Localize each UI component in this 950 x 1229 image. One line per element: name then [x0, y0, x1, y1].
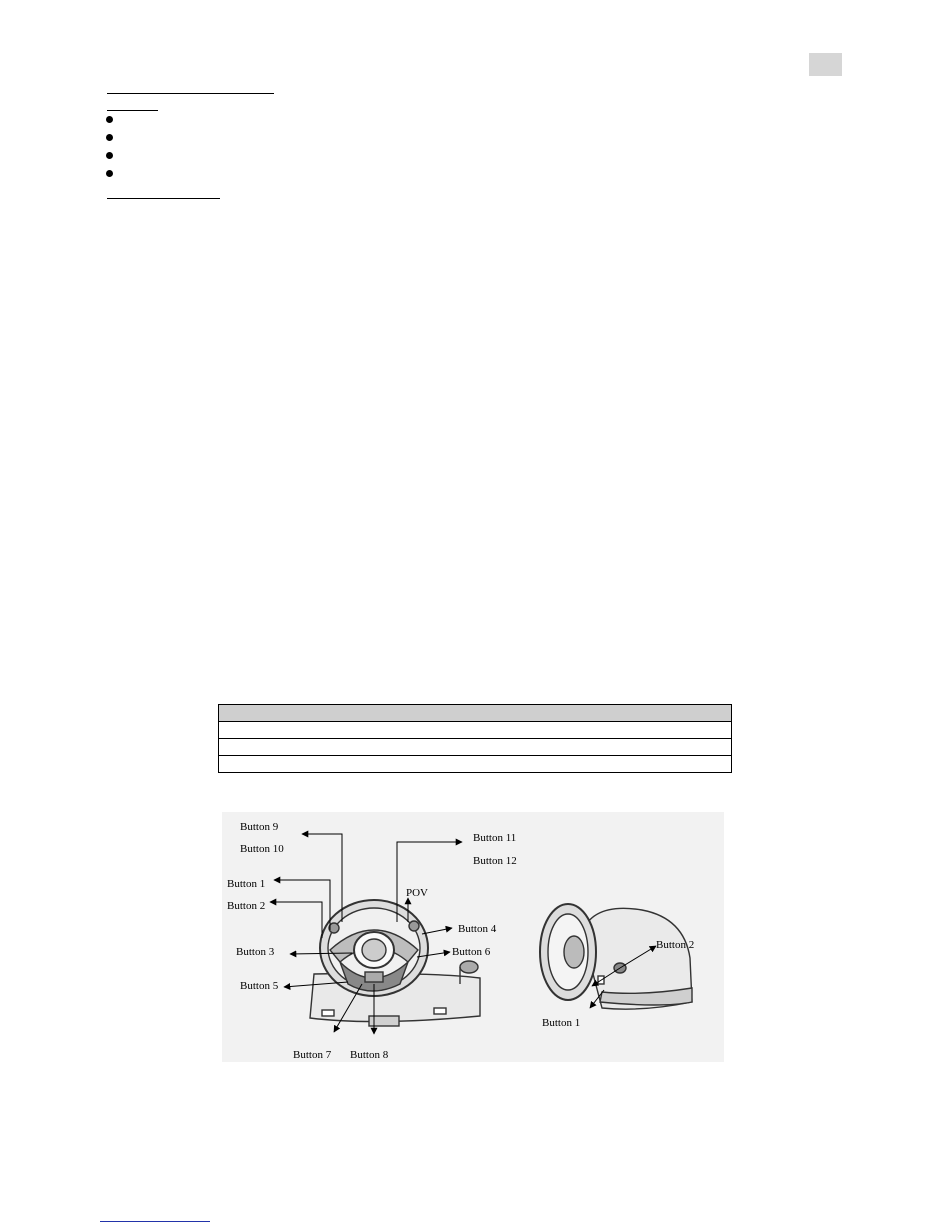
- label-button-8: Button 8: [350, 1049, 389, 1061]
- label-button-4: Button 4: [458, 923, 497, 935]
- label-button-7: Button 7: [293, 1049, 332, 1061]
- label-button-3: Button 3: [236, 946, 275, 958]
- spec-table: [218, 704, 732, 773]
- wheel-diagram: [222, 812, 724, 1062]
- label-pov: POV: [406, 887, 429, 899]
- label-button-2: Button 2: [227, 900, 266, 912]
- side-label-button-1: Button 1: [542, 1017, 581, 1029]
- footer-link-underline: [100, 1221, 210, 1222]
- table-row: [219, 739, 732, 756]
- table-header-row: [219, 705, 732, 722]
- page-tab-marker: [809, 53, 842, 76]
- label-button-5: Button 5: [240, 980, 279, 992]
- subheading-underline: [107, 110, 158, 111]
- table-row: [219, 756, 732, 773]
- label-button-12: Button 12: [473, 855, 517, 867]
- bullet-2: [106, 134, 113, 141]
- label-button-9: Button 9: [240, 821, 279, 833]
- section-heading-underline: [107, 198, 220, 199]
- label-button-10: Button 10: [240, 843, 284, 855]
- label-button-1: Button 1: [227, 878, 266, 890]
- table-cell: [219, 722, 732, 739]
- bullet-3: [106, 152, 113, 159]
- label-button-6: Button 6: [452, 946, 491, 958]
- table-cell: [219, 739, 732, 756]
- table-cell: [219, 756, 732, 773]
- table-row: [219, 722, 732, 739]
- table-header-cell: [219, 705, 732, 722]
- heading-underline: [107, 93, 274, 94]
- bullet-1: [106, 116, 113, 123]
- side-label-button-2: Button 2: [656, 939, 695, 951]
- label-button-11: Button 11: [473, 832, 517, 844]
- bullet-4: [106, 170, 113, 177]
